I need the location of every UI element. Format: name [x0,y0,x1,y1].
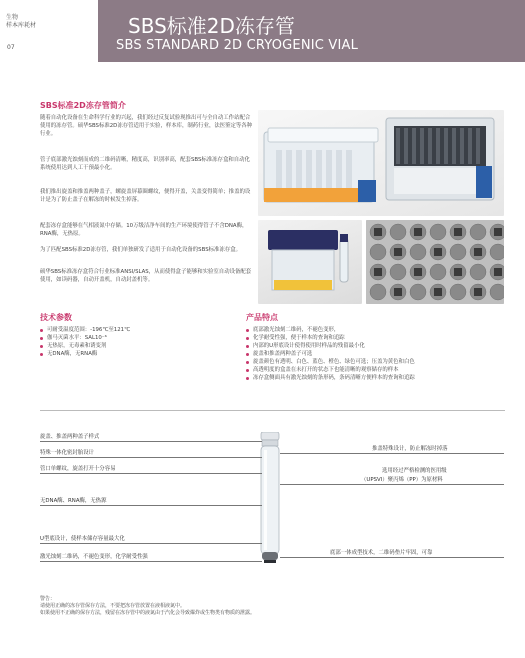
leader-line [40,473,262,474]
callout-push-cap: 推盖特殊设计，防止解冻时掉落 [372,446,448,452]
leader-line [40,543,262,544]
callout-dnase-free: 无DNA酶、RNA酶，无热源 [40,498,107,504]
page-title-en: SBS STANDARD 2D CRYOGENIC VIAL [116,38,359,53]
page-header [0,0,525,68]
list-item: 旋盖颜色有透明、白色、蓝色、橙色、绿色可选；压盖为黄色和白色 [246,358,506,366]
section-divider [40,410,505,411]
intro-paragraph-5: 为了匹配SBS标准2D冻存管，我们单独研发了适用于自动化设备的SBS标准冻存盒。 [40,247,241,253]
leader-line [40,505,262,506]
leader-line [280,557,504,558]
features-list [246,326,506,382]
intro-paragraph-3: 我们推出旋盖和推盖两种盖子，螺旋盖屏幕圈螺纹，便得开盖，关盖变得简单；推盖的设计是为了防止盖子在解冻的时候发生掉落。 [40,189,251,203]
intro-paragraph-4: 配套冻存盒能够在气相液氮中存储。10万级洁净车间的生产环境使得管子不含DNA酶，RNA酶，无热原。 [40,223,248,237]
callout-laser-code: 激光蚀刻二维码，不褪色变形，化学耐受性强 [40,554,148,560]
callout-molded-bottom: 底部一体成型技术，二维码垫片牢固，可靠 [330,550,433,556]
intro-paragraph-6: 硕华SBS标准冻存盒符合行业标准ANSI/SLAS，从而使得盒子能够和实验室自动设备配套使用，如读码器，自动开盖机，自动封盖机等。 [40,269,252,283]
list-item: 伽马灭菌水平：SAL10⁻⁶ [40,334,240,342]
section-label-line-2: 样本库耗材 [6,22,37,29]
page-title-zh: SBS标准2D冻存管 [128,14,295,38]
callout-thread: 管口单螺纹，旋盖打开十分容易 [40,466,116,472]
features-title: 产品特点 [246,313,278,322]
leader-line [40,561,262,562]
leader-line [40,441,262,442]
clear-box-left [264,128,378,202]
callout-u-bottom: U型底设计，使样本储存容量最大化 [40,536,125,542]
tech-title: 技术参数 [40,313,72,322]
clear-box-right [386,118,494,200]
list-item: 高透明度的盒盖在未打开的状态下也能清晰的观察储存的样本 [246,366,506,374]
list-item: 冻存盒侧面具有激光蚀刻的条形码，条码清晰方便样本的查询和追踪 [246,374,506,382]
leader-line [280,484,504,485]
list-item: 无热原，无毒素和诱变剂 [40,342,240,350]
list-item: 底部激光蚀刻二维码，不褪色变形， [246,326,506,334]
cryovial-illustration [258,432,282,564]
callout-material-2: （UPSVI）聚丙烯（PP）为原材料 [361,477,443,483]
section-label [6,14,46,30]
intro-paragraph-2: 管子底部激光蚀刻而成的二维码清晰，精度高，识别率高，配套SBS标准冻存盒和自动化系统使用达到人工干预最小化。 [40,157,250,171]
product-photo-rack [258,110,504,216]
section-label-line-1: 生物 [6,14,19,21]
warning-title: 警告： [40,596,56,602]
callout-cap-styles: 旋盖、推盖两种盖子样式 [40,434,100,440]
warning-line-1: 请使用正确的冻存管保存方法，不要把冻存管放置在液相液氮中。 [40,603,186,609]
list-item: 化学耐受性强，便于样本的查询和追踪 [246,334,506,342]
callout-seal: 特殊一体化密封胎设计 [40,450,94,456]
warning-line-2: 如果使用不正确的保存方法，残留在冻存管中的液氮由于汽化会导致爆炸或生物类有物质的泄露。 [40,610,256,616]
list-item: 内部的U形底设计使得使用时样品的残留最小化 [246,342,506,350]
leader-line [280,453,504,454]
title-band [98,0,525,62]
intro-title: SBS标准2D冻存管简介 [40,101,126,110]
intro-paragraph-1: 随着自动化设备在生命科学行业的兴起，我们经过反复试验现推出可与全自动工作站配合使用的冻存管。硕华SBS标准2D冻存管适用于实验，样本库，制药行业，法医鉴定等各种行业。 [40,115,253,137]
list-item: 可耐受温度范围：-196℃至121℃ [40,326,240,334]
warning-note [40,596,490,617]
leader-line [40,457,262,458]
list-item: 旋盖和推盖两种盖子可选 [246,350,506,358]
product-photo-2d-codes [366,220,504,304]
callout-material-1: 选用经过严格检测的医用级 [382,468,447,474]
product-photo-box [258,220,362,304]
list-item: 无DNA酶，无RNA酶 [40,350,240,358]
tech-list [40,326,240,358]
page-number: 07 [7,44,15,51]
